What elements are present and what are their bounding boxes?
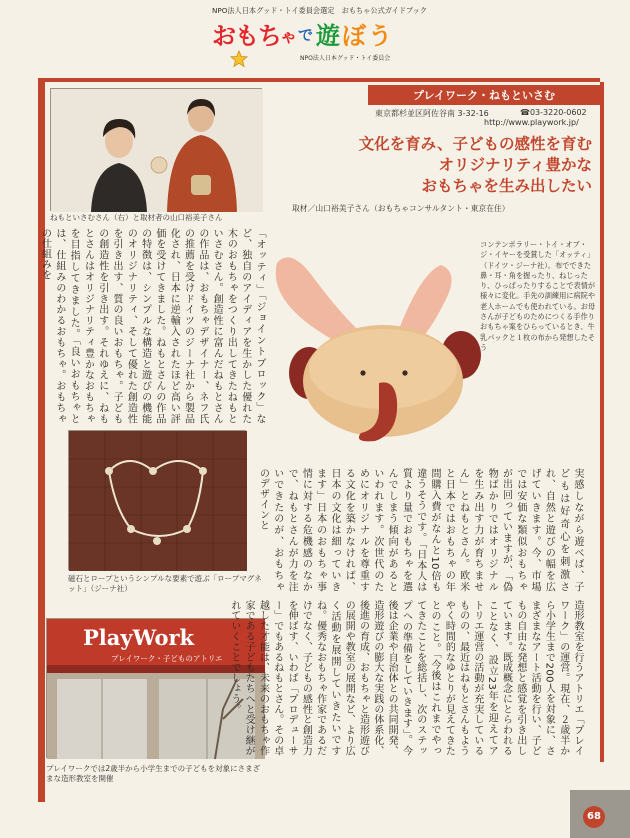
body-column: 「オッティ」「ジョイントブロック」など、独自のアイディアを生かした優れた木のおもちゃをつくり出してきたねもといさむさん。創造性に富んだねもとさんの作品は、おもちゃデザイナー、ネフ氏の推薦を受けドイツのジーナ社から製品化され、日本に逆輸入されたほど高い評価を受けてきました。ねもとさんの作品の特徴は、シンプルな構造と遊びの機能のオリジナリティ、そして優れた創造性を引き出す、質の良いおもちゃ。子どもの創造性を引き出す。それゆえに、ねもとさんはオリジナリティ豊かなおもちゃを目指してきました。「良いおもちゃとは、仕組みのわかるおもちゃ。おもちゃの仕組みを [39, 228, 265, 424]
logo-char: う [368, 22, 391, 50]
headline-line: 文化を育み、子どもの感性を育む [358, 135, 592, 153]
shop-phone: ☎03-3220-0602 [520, 108, 587, 117]
shop-url[interactable]: http://www.playwork.jp/ [484, 118, 579, 127]
article-credit: 取材／山口裕美子さん（おもちゃコンサルタント・東京在住） [292, 204, 510, 213]
body-column: 造形教室を行うアトリエ「プレイワーク」の運営。現在、２歳半から小学生まで200人を対象に、さまざまなアート活動を行い、子どもの自由な発想と感覚を引き出しています。既成概念にとらわれることなく、設立23年を迎えてアトリエ運営の活動が充実しているものの、最近はねもとさんもようやく時間的なゆとりが見えてきたとのこと。「今後はこれまでやってきたことを総括し、次のステップへの準備をしていきます」。今後は企業や自治体との共同開発、造形遊びの膨大な実践の体系化、後進の育成、おもちゃと造形遊びの展開や教室の展開など、より広く活動を展開していきたいですね。優秀なおもちゃ作家であるだけでなく、子どもの感性と創造力を伸ばす、いわば「プロデューサー」でもあるねもとさん。その卓越した才能は、未来のおもちゃ作家である子どもたちへと受け継がれていくことでしょう。 [228, 600, 583, 756]
caption-toy: コンテンポラリー・トイ・オブ・ジ・イヤーを受賞した「オッティ」（ドイツ・ジーナ社）。布でできた鼻・耳・角を握ったり、ねじったり、ひっぱったりすることで表情が様々に変化。手先の訓練用に病院や老人ホームでも使われている。お母さんが子どものためにつくる手作りおもちゃ案をひらっているとき、牛乳パックと１枚の布から発想したそう [480, 240, 596, 352]
headline-line: おもちゃを生み出したい [421, 177, 592, 195]
header-org: NPO法人日本グッド・トイ委員会 [300, 55, 391, 62]
photo-rope-magnet [68, 430, 246, 570]
header-subtitle: NPO法人日本グッド・トイ委員会選定 おもちゃ公式ガイドブック [212, 6, 427, 15]
logo-char: 遊 [316, 22, 339, 50]
star-icon [230, 50, 248, 68]
top-rule [38, 78, 600, 82]
store-sign-tagline: プレイワーク・子どものアトリエ [111, 654, 223, 663]
body-column: 実感しながら遊べば、子どもは好奇心を刺激され、自然と遊びの幅を広げていきます。今、市場では安価な類似おもちゃが出回っていますが、「偽物ばかりではオリジナルを生み出す力が育ちません」とねもとさん。欧米と日本ではおもちゃの年間購入費がなんと10倍も違うそうです。「日本人は質より量でおもちゃを選んでしまう傾向があるといわれます。次世代のためにオリジナルを尊重する文化を築かなければ、日本の文化は細っていきます」日本のおもちゃ事情に対する危機感のなかで、ねもとさんが力を注いできたのが、おもちゃのデザインと [257, 468, 583, 592]
left-rail [38, 82, 45, 802]
logo-char: お [212, 22, 235, 50]
page-number: 68 [583, 806, 605, 828]
caption-people: ねもといさむさん（右）と取材者の山口裕美子さん [50, 213, 223, 222]
logo-char: ち [258, 22, 281, 50]
article-headline [280, 134, 592, 197]
rope-magnet-illustration [69, 431, 247, 571]
logo-char: も [235, 22, 258, 50]
logo-char: で [298, 26, 313, 44]
category-label: プレイワーク・ねもといさむ [412, 89, 555, 102]
right-rail [600, 82, 604, 762]
category-band [368, 85, 600, 105]
page-header [0, 0, 630, 78]
caption-rope-magnet: 磁石とロープというシンプルな要素で遊ぶ「ロープマグネット」（ジーナ社） [68, 574, 262, 593]
store-sign-name: PlayWork [83, 625, 195, 650]
logo-char: ゃ [280, 27, 296, 47]
shop-address: 東京都杉並区阿佐谷南 3-32-16 [375, 109, 489, 118]
photo-interview [50, 88, 262, 211]
series-logo [212, 16, 400, 52]
logo-char: ぼ [342, 22, 365, 50]
people-illustration [51, 89, 263, 212]
headline-line: オリジナリティ豊かな [438, 156, 592, 174]
caption-storefront: プレイワークでは2歳半から小学生までの子どもを対象にさまざまな造形教室を開催 [46, 764, 261, 783]
